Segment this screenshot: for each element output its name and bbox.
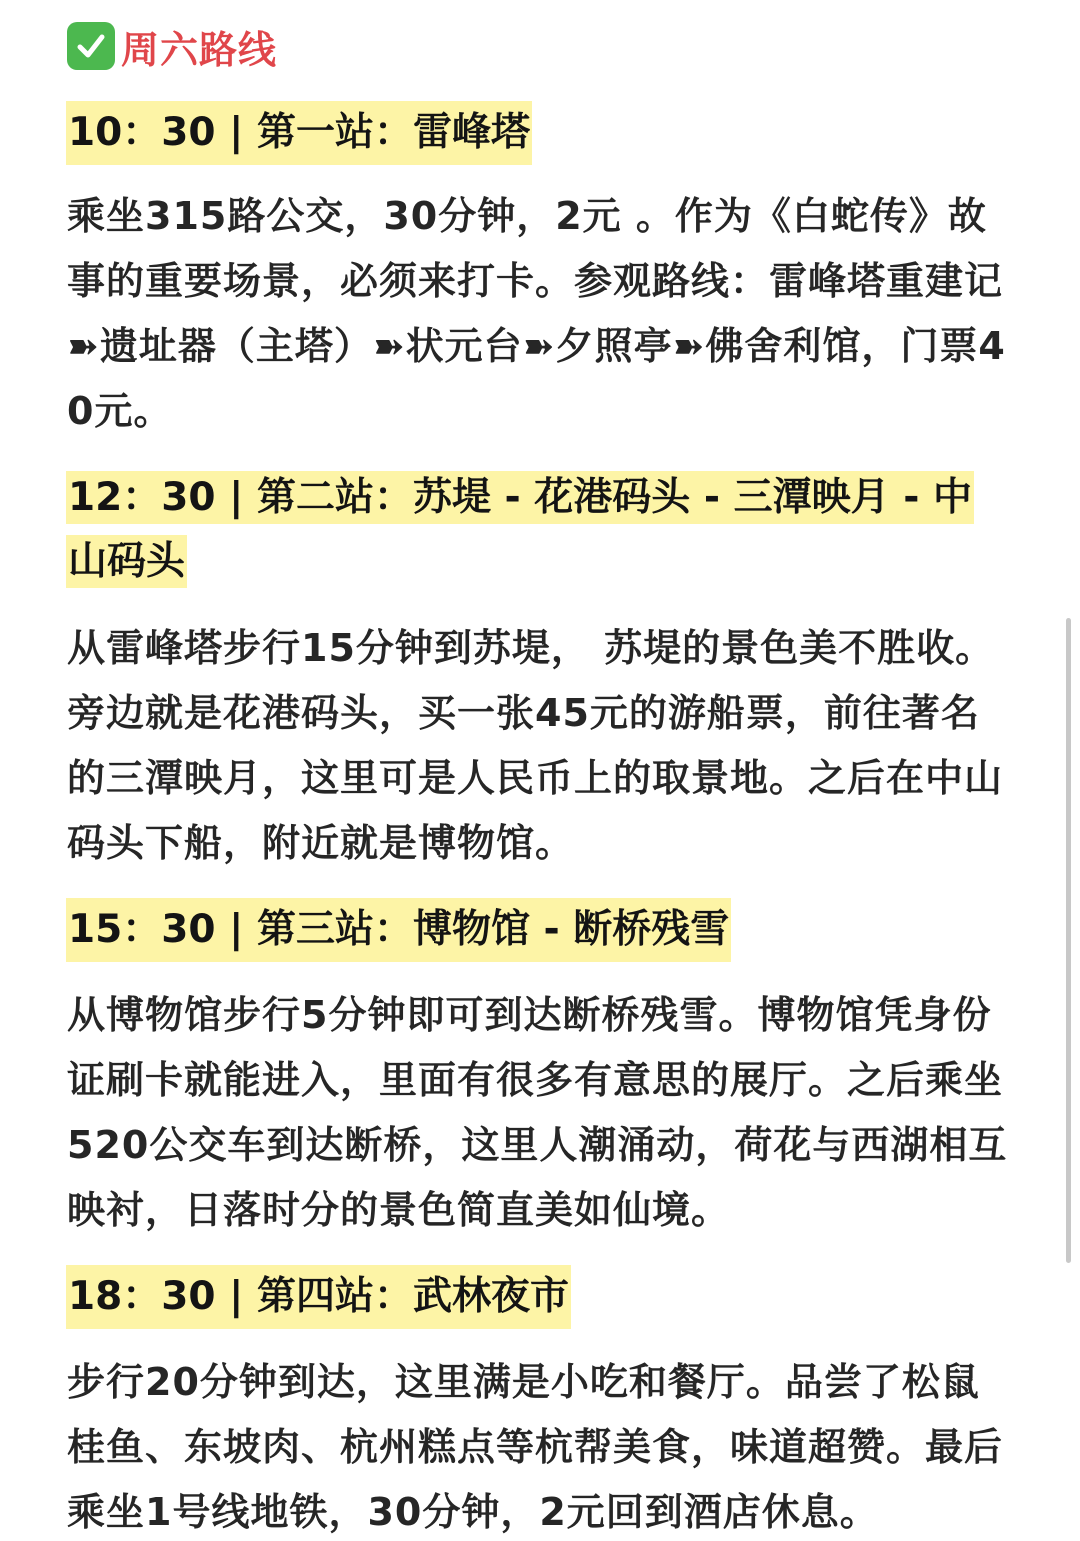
stop-heading-3: 15：30 | 第三站：博物馆 - 断桥残雪 bbox=[66, 898, 731, 962]
section-title-row bbox=[67, 20, 277, 72]
stop-description-3: 从博物馆步行5分钟即可到达断桥残雪。博物馆凭身份证刷卡就能进入，里面有很多有意思的展厅。之后乘坐520公交车到达断桥，这里人潮涌动，荷花与西湖相互映衬，日落时分的景色简直美如仙境。 bbox=[67, 993, 1008, 1232]
vertical-scrollbar[interactable] bbox=[1066, 618, 1071, 1263]
stop-heading-2: 12：30 | 第二站：苏堤 - 花港码头 - 三潭映月 - 中山码头 bbox=[66, 471, 974, 588]
stop-description-1: 乘坐315路公交，30分钟，2元 。作为《白蛇传》故事的重要场景，必须来打卡。参观路线：雷峰塔重建记➽遗址器（主塔）➽状元台➽夕照亭➽佛舍利馆，门票40元。 bbox=[67, 194, 1006, 433]
section-title: 周六路线 bbox=[121, 27, 278, 72]
stop-description-4: 步行20分钟到达，这里满是小吃和餐厅。品尝了松鼠桂鱼、东坡肉、杭州糕点等杭帮美食，味道超赞。最后乘坐1号线地铁，30分钟，2元回到酒店休息。 bbox=[67, 1360, 1004, 1534]
stop-heading-1: 10：30 | 第一站：雷峰塔 bbox=[66, 101, 532, 165]
stop-heading-4: 18：30 | 第四站：武林夜市 bbox=[66, 1265, 571, 1329]
stop-heading-2-container bbox=[66, 466, 1004, 594]
check-mark-icon bbox=[67, 22, 115, 70]
stop-description-2: 从雷峰塔步行15分钟到苏堤， 苏堤的景色美不胜收。旁边就是花港码头，买一张45元的游船票，前往著名的三潭映月，这里可是人民币上的取景地。之后在中山码头下船，附近就是博物馆。 bbox=[67, 626, 1004, 865]
